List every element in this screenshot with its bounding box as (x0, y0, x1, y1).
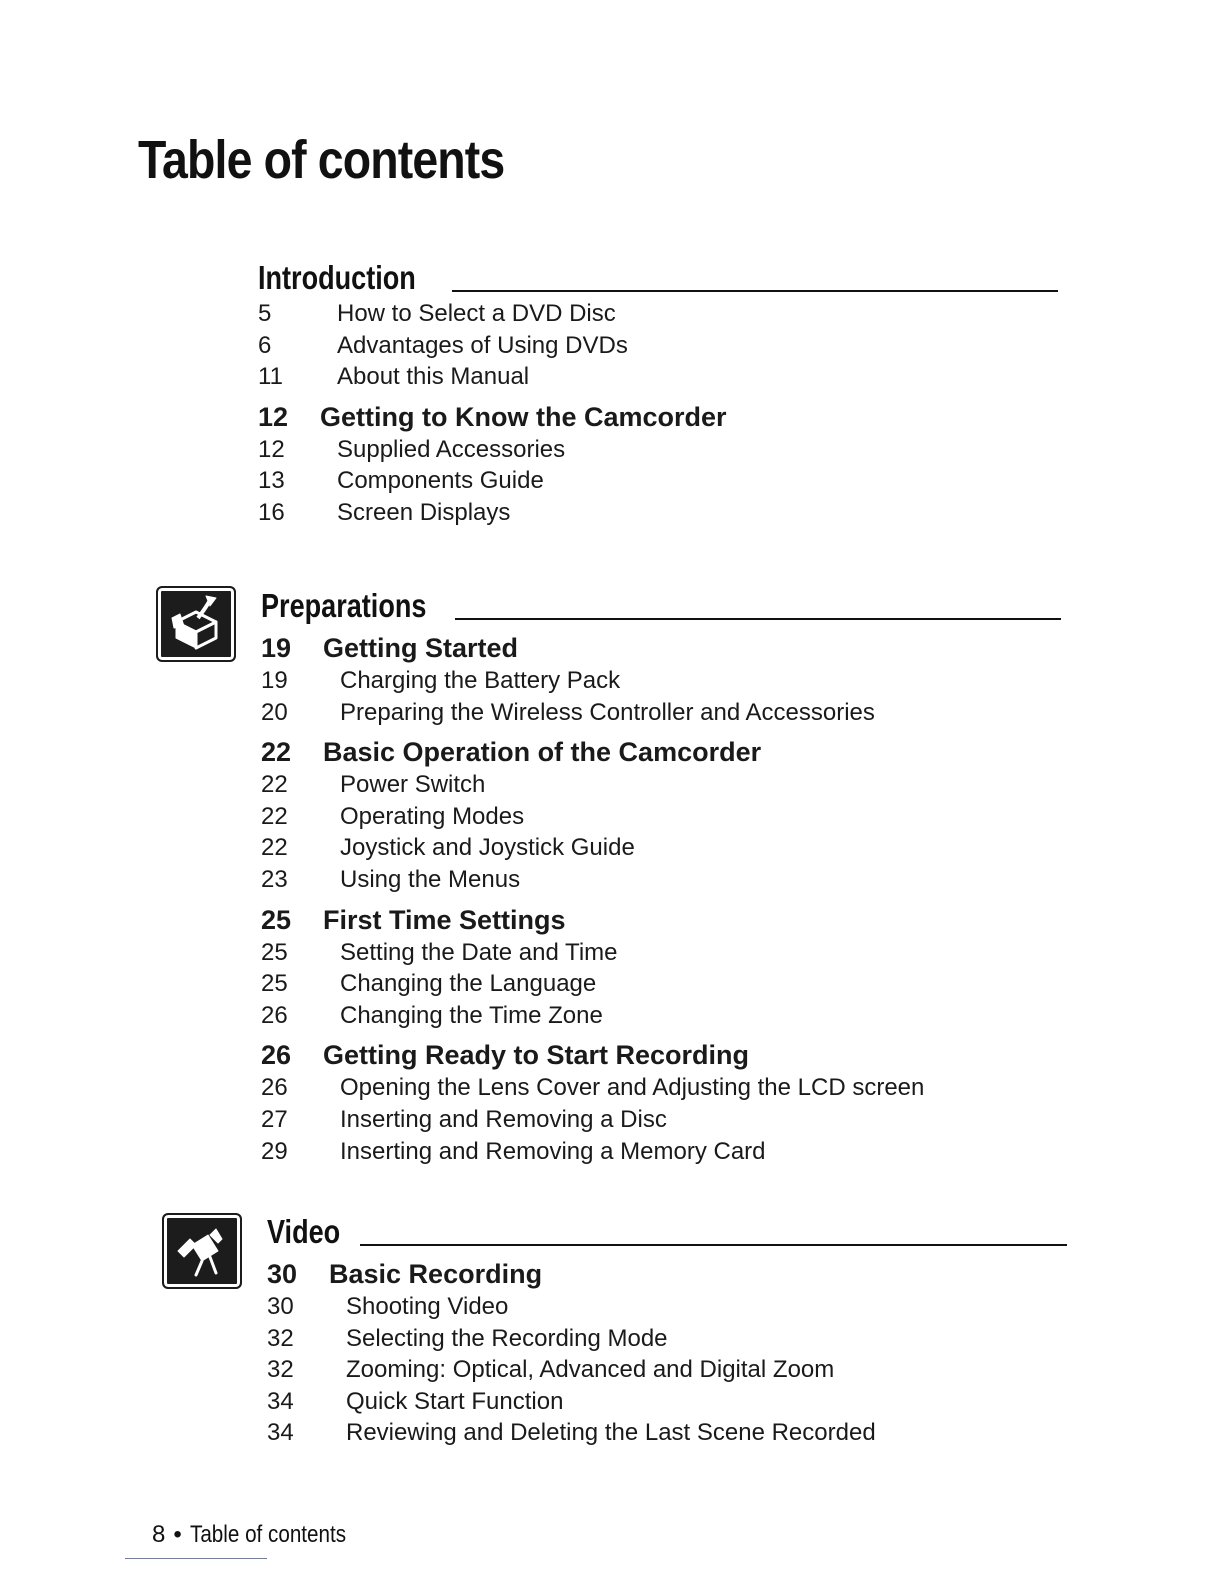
toc-group (261, 904, 1061, 1032)
toc-entry-title: Charging the Battery Pack (340, 667, 621, 694)
toc-entry-title: Screen Displays (337, 498, 511, 526)
toc-page-number: 34 (267, 1387, 294, 1415)
toc-entry[interactable] (258, 497, 1058, 529)
toc-entry-title: Advantages of Using DVDs (337, 331, 628, 359)
toc-entry[interactable] (261, 832, 1061, 864)
page-footer (152, 1520, 371, 1550)
toc-entry[interactable] (261, 1072, 1061, 1104)
toc-entry[interactable] (261, 968, 1061, 1000)
toc-entry-title: About this Manual (337, 363, 530, 391)
heading-rule (360, 1244, 1067, 1246)
toc-entry-title: Setting the Date and Time (340, 938, 618, 966)
toc-chapter-title: Basic Operation of the Camcorder (323, 737, 762, 768)
toc-page-number: 12 (258, 401, 289, 432)
toc-page-number: 32 (267, 1324, 294, 1352)
toc-page-number: 19 (261, 633, 292, 663)
toc-entry-title: Inserting and Removing a Disc (340, 1105, 667, 1133)
toc-entry[interactable] (258, 361, 1058, 393)
toc-page-number: 30 (267, 1259, 298, 1289)
toc-page-number: 5 (258, 300, 272, 327)
toc-entry-title: Inserting and Removing a Memory Card (340, 1137, 766, 1165)
toc-entry-title: Supplied Accessories (337, 435, 566, 463)
section-heading (258, 256, 1058, 296)
heading-rule (452, 290, 1058, 292)
toc-page-number: 20 (261, 698, 288, 726)
toc-group (261, 632, 1061, 728)
toc-chapter-title: Basic Recording (329, 1259, 543, 1289)
toc-entry-title: Changing the Time Zone (340, 1001, 603, 1029)
toc-entry[interactable] (261, 1104, 1061, 1136)
section-heading-label: Introduction (258, 259, 416, 296)
toc-entry[interactable] (258, 434, 1058, 466)
toc-entry-title: Selecting the Recording Mode (346, 1324, 668, 1352)
toc-entry-title: How to Select a DVD Disc (337, 300, 616, 327)
section-heading-label: Video (267, 1213, 341, 1250)
footer-bullet: • (173, 1521, 182, 1548)
toc-entry[interactable] (258, 330, 1058, 362)
toc-entry-title: Changing the Language (340, 970, 597, 998)
toc-page-number: 22 (261, 834, 288, 862)
footer-page-number: 8 (152, 1521, 166, 1548)
toc-entry[interactable] (261, 1000, 1061, 1032)
toc-chapter[interactable] (261, 904, 1061, 937)
toc-entry[interactable] (267, 1354, 1067, 1386)
toc-chapter[interactable] (261, 1039, 1061, 1072)
toc-chapter[interactable] (258, 401, 1058, 434)
toc-entry-title: Components Guide (337, 467, 544, 495)
toc-page-number: 19 (261, 667, 288, 694)
footer-rule (125, 1558, 267, 1559)
toc-entry-title: Using the Menus (340, 865, 521, 893)
toc-entry-title: Shooting Video (346, 1293, 509, 1320)
toc-chapter-title: Getting Ready to Start Recording (323, 1040, 750, 1071)
toc-entry[interactable] (258, 298, 1058, 330)
section-heading (267, 1210, 1067, 1250)
toc-page-number: 25 (261, 938, 288, 966)
toc-page-number: 27 (261, 1105, 288, 1133)
toc-page-number: 22 (261, 771, 288, 799)
toc-entry-title: Joystick and Joystick Guide (340, 834, 635, 862)
toc-group (261, 736, 1061, 895)
toc-entry[interactable] (267, 1417, 1067, 1449)
toc-page-number: 26 (261, 1001, 288, 1029)
section-heading (261, 584, 1061, 624)
toc-chapter-title: First Time Settings (323, 904, 566, 935)
toc-chapter[interactable] (261, 632, 1061, 665)
toc-group (258, 401, 1058, 529)
toc-entry[interactable] (261, 697, 1061, 729)
video-camera-icon (162, 1213, 242, 1289)
toc-entry[interactable] (261, 801, 1061, 833)
toc-chapter[interactable] (267, 1258, 1067, 1291)
toc-entry[interactable] (267, 1291, 1067, 1323)
toc-page-number: 6 (258, 331, 272, 359)
toc-page-number: 22 (261, 802, 288, 830)
toc-group (261, 1039, 1061, 1167)
toolbox-icon (156, 586, 236, 662)
toc-entry-title: Power Switch (340, 771, 486, 799)
toc-entry[interactable] (261, 769, 1061, 801)
toc-entry[interactable] (267, 1386, 1067, 1418)
toc-page-number: 34 (267, 1419, 294, 1447)
toc-page-number: 16 (258, 498, 285, 526)
toc-entry-title: Operating Modes (340, 802, 525, 830)
toc-entry[interactable] (261, 864, 1061, 896)
toc-chapter-title: Getting Started (323, 633, 519, 663)
section-preparations (261, 584, 1061, 1167)
toc-page-number: 26 (261, 1040, 292, 1071)
toc-chapter-title: Getting to Know the Camcorder (320, 401, 727, 432)
toc-page-number: 29 (261, 1137, 288, 1165)
toc-entry[interactable] (261, 665, 1061, 697)
toc-page-number: 13 (258, 467, 285, 495)
toc-page-number: 26 (261, 1074, 288, 1102)
toc-page-number: 32 (267, 1356, 294, 1384)
section-heading-label: Preparations (261, 587, 427, 624)
toc-entry[interactable] (261, 1136, 1061, 1168)
toc-page-number: 23 (261, 865, 288, 893)
toc-page-number: 25 (261, 970, 288, 998)
toc-entry-title: Zooming: Optical, Advanced and Digital Zoom (346, 1356, 835, 1384)
toc-page-number: 25 (261, 904, 292, 935)
page-title: Table of contents (138, 130, 505, 190)
toc-entry-title: Quick Start Function (346, 1387, 564, 1415)
toc-entry[interactable] (261, 937, 1061, 969)
toc-group (258, 298, 1058, 393)
toc-entry[interactable] (267, 1323, 1067, 1355)
section-introduction (258, 256, 1058, 529)
footer-label: Table of contents (189, 1521, 346, 1548)
toc-page-number: 11 (258, 363, 283, 391)
toc-entry-title: Preparing the Wireless Controller and Accessories (340, 698, 875, 726)
toc-page-number: 22 (261, 737, 292, 768)
toc-chapter[interactable] (261, 736, 1061, 769)
toc-group (267, 1258, 1067, 1449)
heading-rule (455, 618, 1061, 620)
toc-entry-title: Opening the Lens Cover and Adjusting the LCD screen (340, 1074, 925, 1102)
section-video (267, 1210, 1067, 1449)
toc-entry[interactable] (258, 465, 1058, 497)
toc-page-number: 30 (267, 1293, 294, 1320)
toc-page-number: 12 (258, 435, 285, 463)
toc-entry-title: Reviewing and Deleting the Last Scene Recorded (346, 1419, 876, 1447)
